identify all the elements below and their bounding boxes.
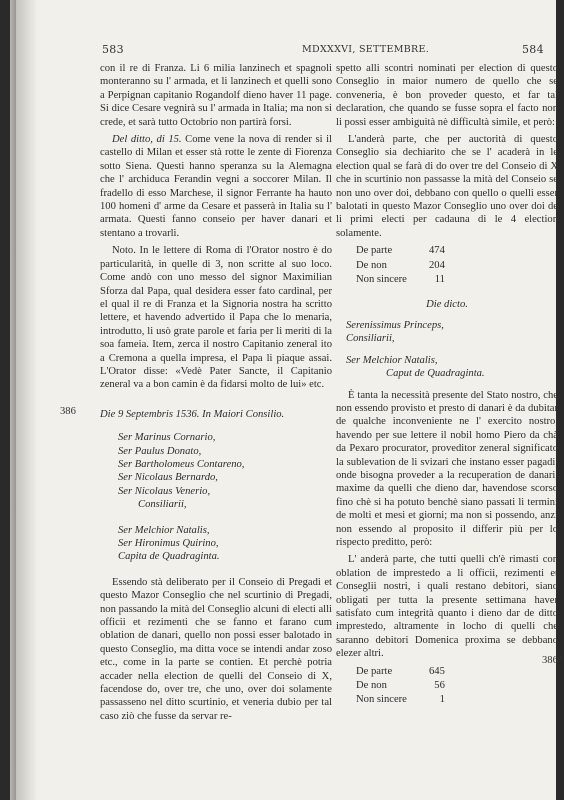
paragraph: L'anderà parte, che per auctorità di questo Conseglio sia dechiarito che se l' acaderà in le election qual se farà di do over tre del Conseio di X che in scurtinio non passasse la mità del Conseio se non uno over doi, debbano con quello o quelli esser balotati in questo Mazor Conseglio uno over doi de li primi electi per cadauna di le 4 election solamente. — [336, 134, 558, 239]
name: Ser Melchior Natalis, — [346, 354, 438, 366]
name: Ser Melchior Natalis, — [118, 524, 210, 536]
paragraph — [100, 133, 332, 240]
vote-row: De non 56 — [356, 680, 445, 692]
right-column — [336, 62, 558, 718]
left-page-number: 583 — [102, 43, 124, 56]
vote-row: Non sincere 1 — [356, 694, 445, 706]
capita-list — [100, 524, 332, 564]
document-page — [10, 0, 564, 800]
name: Ser Paulus Donato, — [118, 445, 202, 457]
date-heading: Del ditto, di 15. — [112, 134, 182, 146]
name: Ser Nicolaus Bernardo, — [118, 472, 218, 484]
paragraph: Essendo stà deliberato per il Conseio di Pregadi et questo Mazor Conseglio che nel scurtinio di Pregadi, non passando la mità del Conseglio alcuni di electi alli officii et rezimenti che se fanno et farano cum oblation de danari, quello non possi esser balotado in questo Conseglio, ma ditta voce se intendi andar zoso etc., come in la parte se contien. Et perchè potria accader nella election de quelli del Conseio di X, facendose do, over tre, che uno, over doi solamente passasseno nel ditto scurtinio, et veneria dubio per tal caso ziò che fusse da servar re- — [100, 576, 332, 722]
margin-number-right: 386* — [542, 655, 564, 666]
paragraph: Noto. In le lettere di Roma di l'Orator nostro è do particularità, in quelle di 3, non scritte al suo loco. Come andò con uno messo del signor Maximilian Sforza dal Papa, qual desidera esser fato cardinal, per el qual il re di Franza et la Signoria nostra ha scritto lettere, et havendo advertido il Papa che lo menaria, introdutto, li usò grate parole et faria per li meriti di la soa fameia. Item, zerca il nostro Capitanio zeneral ito a Cremona a quella impresa, el Papa li piaque assai. L'Orator disse: «Vedè Pater Sancte, il Capitanio zeneral va a bon camin è da fidarsi molto de lui» etc. — [100, 245, 332, 391]
paragraph: L' anderà parte, che tutti quelli ch'è rimasti con oblation de imprestedo a li officii, rezimenti et Conseglii nostri, i quali restano debitori, siano obligati per tutta la presente settimana haver satisfato cum integrità quanto i dieno dar de ditto imprestedo, altramente in locho di quelli che saranno debitori Domenica proxima se debbano elezer altri. — [336, 554, 558, 660]
vote-tally — [356, 244, 558, 287]
vote-tally — [356, 665, 558, 708]
role-label: Caput de Quadraginta. — [386, 368, 485, 380]
role-label: Consiliarii, — [346, 333, 395, 345]
page-shadow — [10, 0, 38, 800]
role-label: Capita de Quadraginta. — [118, 551, 220, 563]
name: Ser Marinus Cornario, — [118, 432, 216, 444]
session-heading: Die 9 Septembris 1536. In Maiori Consilio. — [100, 408, 285, 420]
running-title: MDXXXVI, SETTEMBRE. — [302, 44, 430, 55]
vote-row: De parte 474 — [356, 245, 445, 257]
name: Ser Bartholomeus Contareno, — [118, 458, 245, 470]
vote-row: De parte 645 — [356, 665, 445, 677]
name: Ser Hironimus Quirino, — [118, 538, 219, 549]
left-column — [100, 62, 332, 727]
role-label: Consiliarii, — [138, 499, 187, 511]
name: Serenissimus Princeps, — [346, 319, 444, 331]
signature-block — [336, 354, 558, 381]
signature-block — [336, 319, 558, 346]
paragraph-text: Come vene la nova di render si il castello di Milan et esser stà rotte le zente di Fiorenza sotto Siena. Questi hanno speranza su la Alemagna che l' archiduca Ferandin vegni a soccorer Milan. Il fradello di esso Marchese, il signor Ferrante ha hauto 100 homeni d' arme da Cesare et passerà in Italia su l' armata. Questi fanno conseio per haver danari et stentano a trovarli. — [100, 134, 332, 239]
name: Ser Nicolaus Venerio, — [118, 485, 211, 497]
margin-number-left: 386 — [60, 406, 76, 417]
consiliarii-list — [100, 431, 332, 511]
vote-row: De non 204 — [356, 259, 445, 271]
paragraph: con il re di Franza. Li 6 milia lanzinech et spagnoli monteranno su l' armada, et li lanzinech et quelli sono a Perpignan capitanio Rogandolf dieno haver 11 page. Si dice Cesare vegnirà su l' armada in Italia; ma non si crede, et sarà tutto Octobrio non partirà forsi. — [100, 63, 332, 128]
right-page-number: 584 — [522, 43, 544, 56]
paragraph: È tanta la necessità presente del Stato nostro, che non essendo provisto et presto di danari è da dubitar de qualche inconveniente ne l' exercito nostro, havendo per sue lettere il nobil homo Piero da chà da Pexaro procurator, proveditor zeneral significato la sublevation de li svizari che instano esser pagadi, onde bisogna proveder a la recuperation de danari, maxime da quelli che dieno dar, havendose scorso fino chè si ha potuto benchè siano passati li termini de molti et mesi et giorni; ma non si possendo, anzi non essendo al proposito il differir più per lo rispecto preditto, però: — [336, 389, 558, 548]
date-heading: Die dicto. — [426, 298, 468, 310]
paragraph: spetto alli scontri nominati per election di questo Conseglio in maior numero de quello che se conveneria, è bon proveder questo, et far tal declaration, che quando se fusse sopra el facto non li possi esser ambiguità nè difficultà simile, et però: — [336, 63, 558, 128]
vote-row: Non sincere 11 — [356, 274, 445, 286]
